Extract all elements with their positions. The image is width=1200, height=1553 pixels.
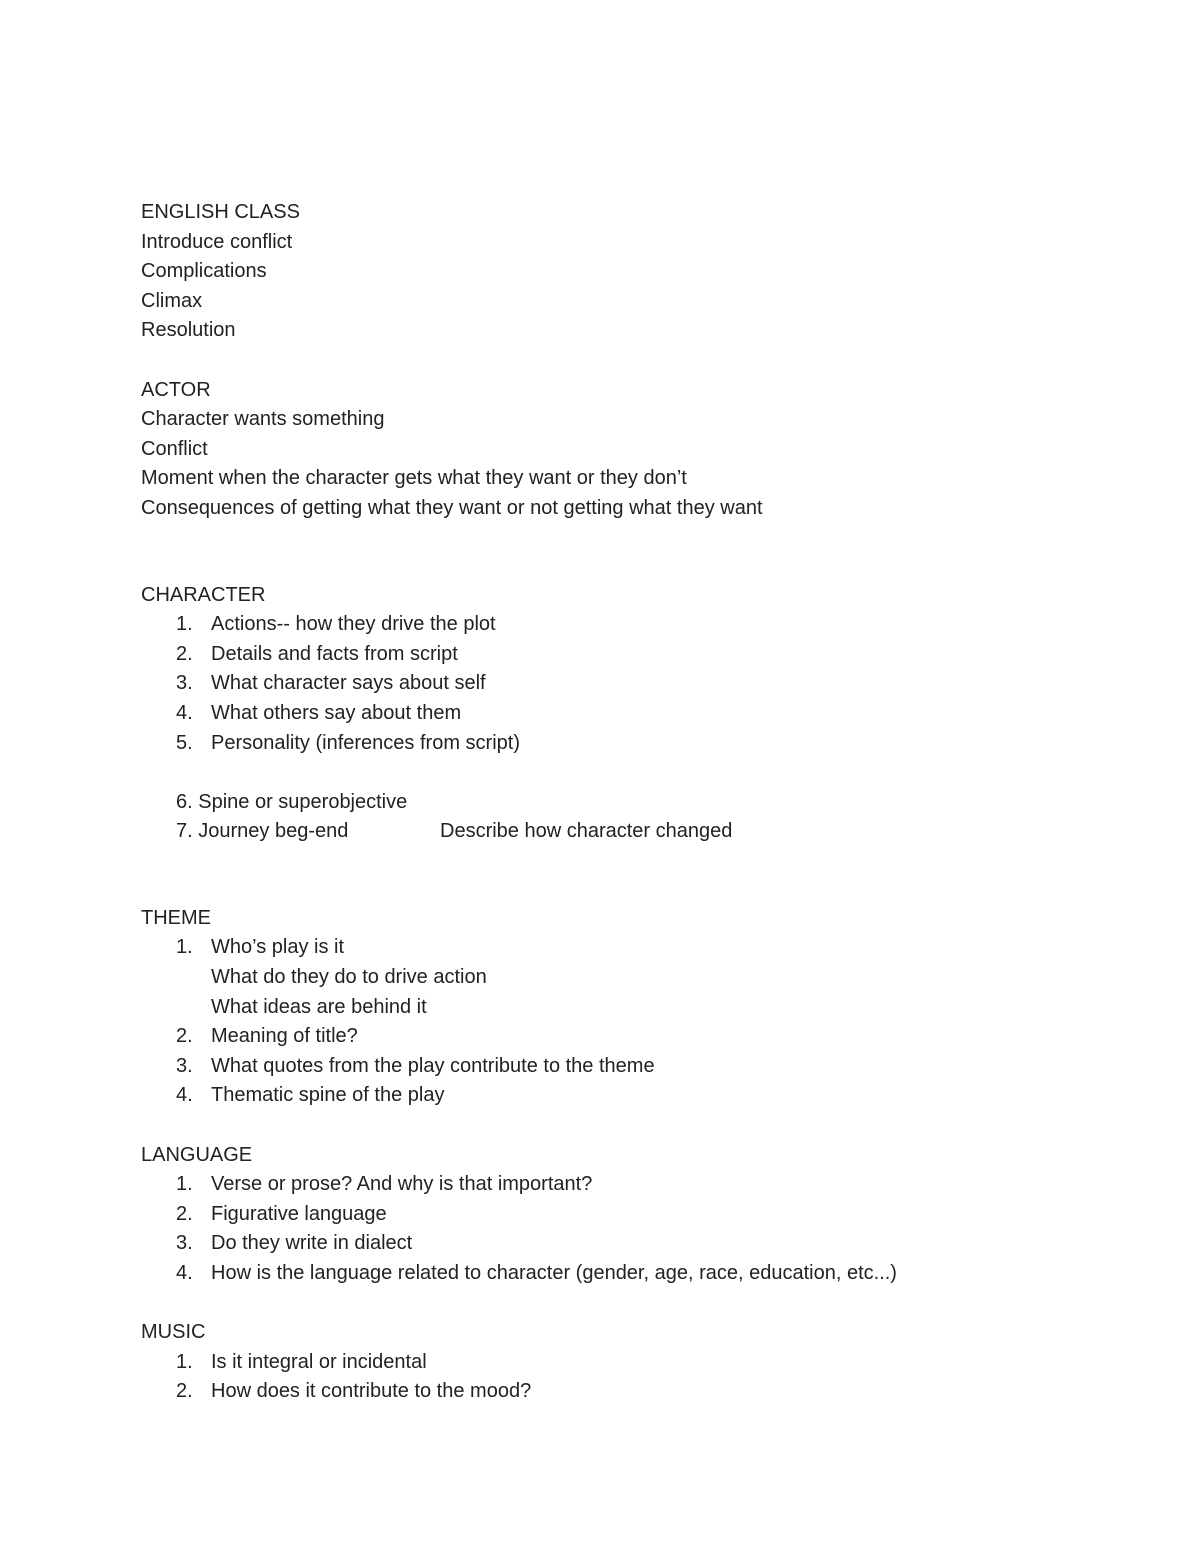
list-number: 1. [176,936,193,959]
spacer [141,1289,1141,1319]
list-item [141,963,1141,993]
list-item [141,1200,1141,1230]
list-text: Personality (inferences from script) [211,731,520,754]
list-item [141,729,1141,759]
list-text: Is it integral or incidental [211,1350,427,1373]
text-line: Moment when the character gets what they want or they don’t [141,467,687,490]
spacer [141,346,1141,376]
section-heading: THEME [141,906,211,929]
section-heading: ACTOR [141,378,211,401]
list-item [141,788,1141,818]
spacer [141,758,1141,788]
section-english-class [141,198,1141,346]
list-item [141,1022,1141,1052]
list-item [141,669,1141,699]
list-item [141,1229,1141,1259]
list-text: Details and facts from script [211,642,458,665]
list-text: How is the language related to character (gender, age, race, education, etc...) [211,1262,897,1284]
text-line: Conflict [141,437,208,460]
list-number: 2. [176,1025,193,1048]
spacer [141,524,1141,581]
section-language [141,1141,1141,1289]
list-item [141,1259,1141,1289]
section-actor [141,376,1141,524]
list-item [141,1170,1141,1200]
list-number: 3. [176,1054,193,1077]
list-text: What others say about them [211,701,462,724]
list-item [141,1348,1141,1378]
list-item [141,993,1141,1023]
list-text: Figurative language [211,1202,387,1225]
section-heading: ENGLISH CLASS [141,201,300,223]
list-text: 6. Spine or superobjective [176,790,408,813]
list-number: 3. [176,672,193,695]
list-number: 4. [176,1262,193,1284]
text-line: Climax [141,289,203,312]
text-line: Complications [141,260,267,283]
section-heading: LANGUAGE [141,1143,253,1166]
document-page [141,198,1141,1407]
list-text: What ideas are behind it [211,995,427,1018]
list-number: 1. [176,613,193,636]
list-number: 1. [176,1173,193,1196]
section-heading: CHARACTER [141,583,266,606]
list-text: Who’s play is it [211,936,345,959]
text-line: Consequences of getting what they want or not getting what they want [141,496,763,519]
list-text: How does it contribute to the mood? [211,1380,532,1403]
list-number: 2. [176,1202,193,1225]
list-number: 3. [176,1232,193,1255]
text-line: Resolution [141,319,236,342]
section-music [141,1318,1141,1407]
text-line: Introduce conflict [141,230,293,253]
list-text: Do they write in dialect [211,1232,413,1255]
section-heading: MUSIC [141,1321,206,1344]
list-item [141,699,1141,729]
list-number: 5. [176,731,193,754]
section-theme [141,904,1141,1111]
list-number: 4. [176,701,193,724]
list-item [141,817,1141,847]
text-line: Character wants something [141,408,385,431]
list-description: Describe how character changed [440,820,733,843]
list-number: 2. [176,642,193,665]
list-number: 2. [176,1380,193,1403]
list-number: 1. [176,1350,193,1373]
list-text: Verse or prose? And why is that important? [211,1173,593,1196]
spacer [141,1111,1141,1141]
list-text: What quotes from the play contribute to the theme [211,1054,655,1077]
list-text: Meaning of title? [211,1025,358,1048]
list-text: What character says about self [211,672,486,695]
list-item [141,1081,1141,1111]
list-item [141,1377,1141,1407]
spacer [141,847,1141,904]
list-text: Thematic spine of the play [211,1084,445,1107]
list-text: What do they do to drive action [211,966,487,989]
list-item [141,933,1141,963]
list-item [141,610,1141,640]
list-text: 7. Journey beg-end [176,820,349,843]
list-item [141,1052,1141,1082]
list-text: Actions-- how they drive the plot [211,613,496,636]
list-item [141,640,1141,670]
section-character [141,581,1141,847]
list-number: 4. [176,1084,193,1107]
